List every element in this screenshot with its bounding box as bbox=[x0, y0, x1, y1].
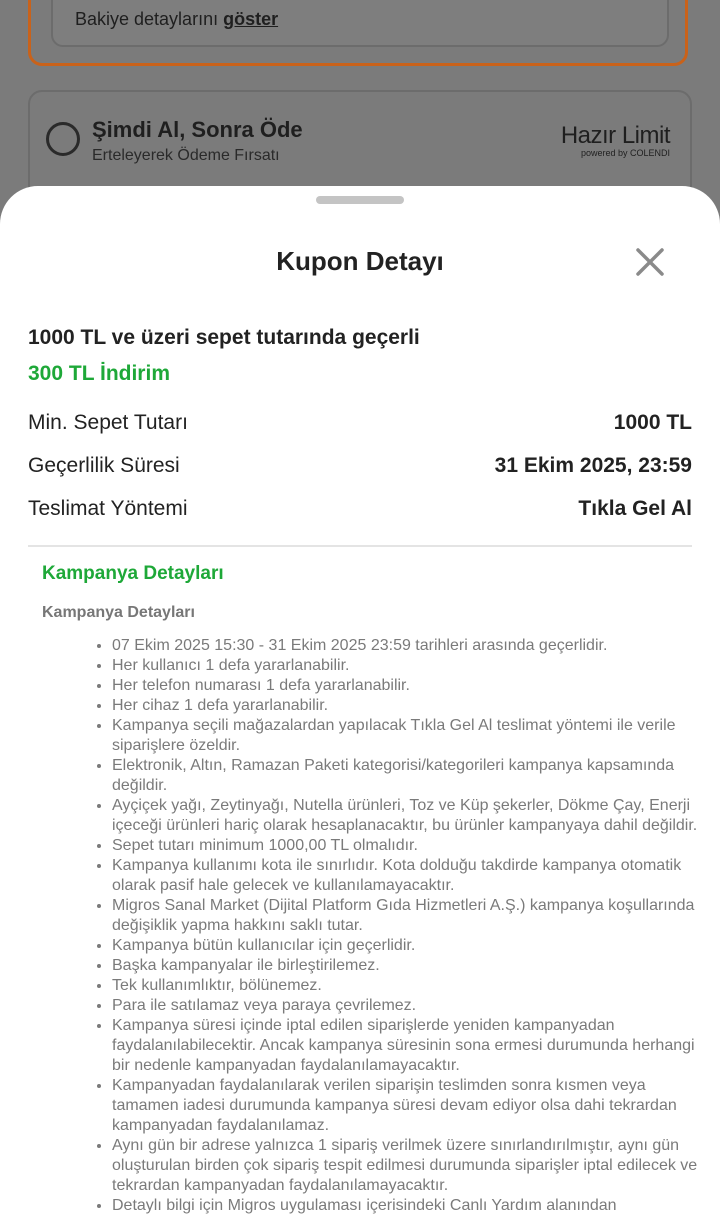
term-item: • Her cihaz 1 defa yararlanabilir. bbox=[112, 696, 712, 716]
term-item: • Detaylı bilgi için Migros uygulaması içerisindeki Canlı Yardım alanından bbox=[112, 1196, 712, 1216]
bnpl-subtitle: Erteleyerek Ödeme Fırsatı bbox=[92, 147, 280, 164]
term-item: • Tek kullanımlıktır, bölünemez. bbox=[112, 976, 712, 996]
term-item: • Sepet tutarı minimum 1000,00 TL olmalıdır. bbox=[112, 836, 712, 856]
campaign-details-subheading: Kampanya Detayları bbox=[42, 604, 195, 621]
term-item: • Her kullanıcı 1 defa yararlanabilir. bbox=[112, 656, 712, 676]
hazir-limit-logo bbox=[561, 122, 670, 158]
balance-card bbox=[28, 0, 688, 66]
sheet-title: Kupon Detayı bbox=[276, 246, 444, 276]
brand-name: Hazır Limit bbox=[560, 122, 670, 149]
coupon-title: 1000 TL ve üzeri sepet tutarında geçerli bbox=[28, 326, 420, 349]
term-item: • Migros Sanal Market (Dijital Platform Gıda Hizmetleri A.Ş.) kampanya koşullarında değişiklik yapma hakkını saklı tutar. bbox=[112, 896, 712, 936]
info-label: Teslimat Yöntemi bbox=[28, 497, 188, 520]
term-item: • Kampanya kullanımı kota ile sınırlıdır. Kota dolduğu takdirde kampanya otomatik olarak pasif hale gelecek ve kullanılamayacaktır. bbox=[112, 856, 712, 896]
divider bbox=[28, 545, 692, 547]
term-item: • Aynı gün bir adrese yalnızca 1 sipariş verilmek üzere sınırlandırılmıştır, aynı gün oluşturulan birden çok sipariş tespit edilmesi durumunda siparişler iptal edilecek ve tekrardan kampanyadan faydalanılamayacaktır. bbox=[112, 1136, 712, 1196]
campaign-details-heading: Kampanya Detayları bbox=[42, 563, 224, 584]
close-button[interactable] bbox=[630, 242, 670, 282]
payment-radio-button[interactable] bbox=[46, 122, 80, 156]
coupon-discount: 300 TL İndirim bbox=[28, 362, 170, 385]
campaign-terms-list bbox=[74, 636, 712, 1216]
info-value: Tıkla Gel Al bbox=[578, 497, 692, 520]
term-item: • Kampanya süresi içinde iptal edilen siparişlerde yeniden kampanyadan faydalanılabilecektir. Ancak kampanya süresinin sona ermesi durumunda herhangi bir nedenle kampanyadan faydalanılamayacaktır. bbox=[112, 1016, 712, 1076]
term-item: • Başka kampanyalar ile birleştirilemez. bbox=[112, 956, 712, 976]
info-value: 1000 TL bbox=[613, 411, 692, 434]
close-icon bbox=[630, 242, 670, 282]
balance-inner-box bbox=[51, 0, 669, 47]
term-item: • Kampanyadan faydalanılarak verilen siparişin teslimden sonra kısmen veya tamamen iadesi durumunda kampanya süresi devam ediyor olsa dahi tekrardan kampanyadan faydalanılamaz. bbox=[112, 1076, 712, 1136]
show-balance-link[interactable]: göster bbox=[223, 9, 279, 29]
term-item: • Elektronik, Altın, Ramazan Paketi kategorisi/kategorileri kampanya kapsamında değildir. bbox=[112, 756, 712, 796]
term-item: • Kampanya bütün kullanıcılar için geçerlidir. bbox=[112, 936, 712, 956]
term-item: • 07 Ekim 2025 15:30 - 31 Ekim 2025 23:59 tarihleri arasında geçerlidir. bbox=[112, 636, 712, 656]
info-label: Geçerlilik Süresi bbox=[28, 454, 180, 477]
balance-text bbox=[75, 9, 278, 30]
term-item: • Her telefon numarası 1 defa yararlanabilir. bbox=[112, 676, 712, 696]
brand-powered-by: powered by COLENDI bbox=[580, 148, 670, 158]
info-row-min-basket bbox=[28, 411, 692, 441]
term-item: • Ayçiçek yağı, Zeytinyağı, Nutella ürünleri, Toz ve Küp şekerler, Dökme Çay, Enerji içeceği ürünleri hariç olarak hesaplanacaktır, bu ürünler kampanyaya dahil değildir. bbox=[112, 796, 712, 836]
term-item: • Para ile satılamaz veya paraya çevrilemez. bbox=[112, 996, 712, 1016]
info-value: 31 Ekim 2025, 23:59 bbox=[494, 454, 692, 477]
bnpl-title: Şimdi Al, Sonra Öde bbox=[92, 117, 303, 142]
info-label: Min. Sepet Tutarı bbox=[28, 411, 188, 434]
info-row-validity bbox=[28, 454, 692, 484]
term-item: • Kampanya seçili mağazalardan yapılacak Tıkla Gel Al teslimat yöntemi ile verile siparişlere özeldir. bbox=[112, 716, 712, 756]
sheet-drag-handle[interactable] bbox=[316, 196, 404, 204]
coupon-detail-sheet bbox=[0, 186, 720, 1228]
info-row-delivery bbox=[28, 497, 692, 527]
balance-label: Bakiye detaylarını bbox=[75, 9, 224, 29]
